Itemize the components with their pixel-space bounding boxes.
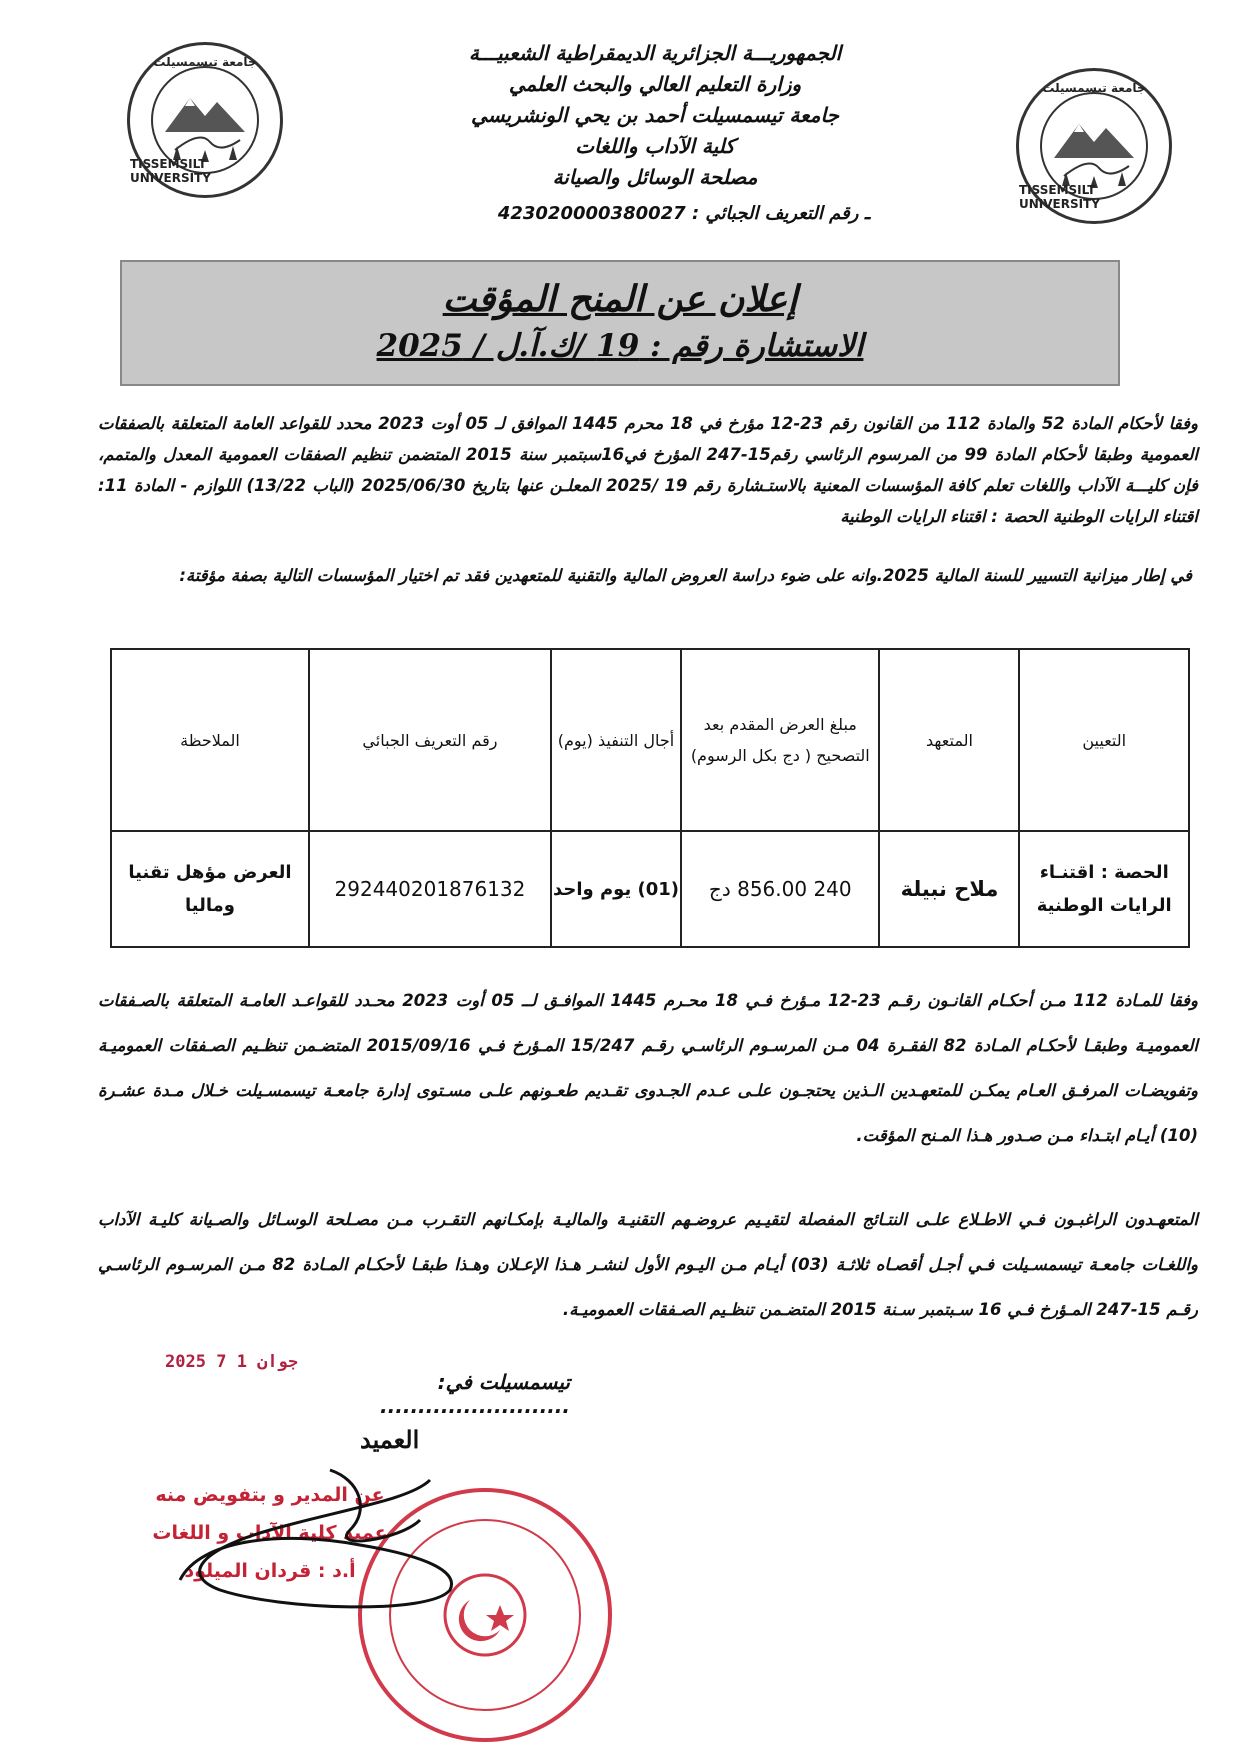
selection-paragraph: في إطار ميزانية التسيير للسنة المالية 2025.وانه على ضوء دراسة العروض المالية والتقنية للمتعهدين فقد تم اختيار المؤسسات التالية بصفة مؤقتة: bbox=[179, 566, 1192, 585]
logo-bottom-text: TISSEMSILT UNIVERSITY bbox=[130, 157, 211, 185]
stamp-dean: عميد كلية الآداب و اللغات bbox=[152, 1522, 388, 1544]
date-stamp: 2025 جوان 1 7 bbox=[165, 1352, 299, 1372]
col-note: الملاحظة bbox=[111, 649, 309, 831]
logo-top-text: جامعة تيسمسيلت bbox=[1042, 81, 1146, 95]
cell-note: العرض مؤهل تقنيا وماليا bbox=[111, 831, 309, 947]
header-service: مصلحة الوسائل والصيانة bbox=[552, 165, 758, 189]
university-logo-right bbox=[1016, 68, 1172, 224]
document-header bbox=[430, 38, 880, 193]
header-faculty: كلية الآداب واللغات bbox=[575, 134, 735, 158]
place-date: تيسمسيلت في: ......................... bbox=[380, 1370, 570, 1418]
announcement-title-box bbox=[120, 260, 1120, 386]
dean-title: العميد bbox=[360, 1425, 420, 1454]
header-university: جامعة تيسمسيلت أحمد بن يحي الونشريسي bbox=[471, 103, 839, 127]
cell-amount: 240 856.00 دج bbox=[681, 831, 879, 947]
consultation-number: الاستشارة رقم : 19 /ك.آ.ل / 2025 bbox=[376, 328, 864, 364]
cell-bidder: ملاح نبيلة bbox=[879, 831, 1019, 947]
header-republic: الجمهوريـــة الجزائرية الديمقراطية الشعبيـــة bbox=[468, 41, 842, 65]
university-logo-left bbox=[127, 42, 283, 198]
col-bidder: المتعهد bbox=[879, 649, 1019, 831]
stamp-name: أ.د : قردان الميلود bbox=[184, 1560, 356, 1582]
header-tax-id: ـ رقم التعريف الجبائي : 423020000380027 bbox=[497, 203, 870, 224]
table-row bbox=[111, 831, 1189, 947]
appeal-paragraph: وفقا للمـادة 112 مـن أحكـام القانـون رقـم 23-12 مـؤرخ فـي 18 محـرم 1445 الموافـق لــ 05 أوت 2023 محـدد للقواعـد العامـة المتعلقة بالصـفقات العموميـة وطبقـا لأحكـام المـادة 82 الفقـرة 04 مـن المرسـوم الرئاسـي رقـم 15/247 المـؤرخ فـي 2015/09/16 المتضـمن تنظـيم الصـفقات العموميـة وتفويضـات المرفـق العـام يمكـن للمتعهـدين الـذين يحتجـون علـى عـدم الجـدوى تقـديم طعـونهم علـى مسـتوى إدارة جامعـة تيسمسـيلت خـلال مـدة عشـرة (10) أيـام ابتـداء مـن صـدور هـذا المـنح المؤقت. bbox=[98, 991, 1199, 1145]
col-tax-id: رقم التعريف الجبائي bbox=[309, 649, 551, 831]
announcement-title: إعلان عن المنح المؤقت bbox=[442, 278, 798, 320]
col-deadline: أجال التنفيذ (يوم) bbox=[551, 649, 681, 831]
award-table bbox=[110, 648, 1190, 948]
header-ministry: وزارة التعليم العالي والبحث العلمي bbox=[508, 72, 802, 96]
col-designation: التعيين bbox=[1019, 649, 1189, 831]
legal-basis-paragraph: وفقا لأحكام المادة 52 والمادة 112 من القانون رقم 23-12 مؤرخ في 18 محرم 1445 الموافق لـ 05 أوت 2023 محدد للقواعد العامة المتعلقة بالصفقات العمومية وطبقا لأحكام المادة 99 من المرسوم الرئاسي رقم15-247 المؤرخ في16سبتمبر سنة 2015 المتضمن تنظيم الصفقات العمومية المعدل والمتمم، فإن كليـــة الآداب واللغات تعلم كافة المؤسسات المعنية بالاستـشارة رقم 19 /2025 المعلـن عنها بتاريخ 2025/06/30 (الباب 13/22) اللوازم - المادة 11: اقتناء الرايات الوطنية الحصة : اقتناء الرايات الوطنية bbox=[98, 414, 1198, 526]
handwritten-signature-icon bbox=[160, 1450, 490, 1620]
stamp-delegation: عن المدير و بتفويض منه bbox=[155, 1484, 385, 1506]
logo-top-text: جامعة تيسمسيلت bbox=[153, 55, 257, 69]
logo-bottom-text: TISSEMSILT UNIVERSITY bbox=[1019, 183, 1100, 211]
col-amount: مبلغ العرض المقدم بعد التصحيح ( دج بكل الرسوم) bbox=[681, 649, 879, 831]
cell-tax-id: 292440201876132 bbox=[309, 831, 551, 947]
table-header-row bbox=[111, 649, 1189, 831]
cell-deadline: (01) يوم واحد bbox=[551, 831, 681, 947]
results-paragraph: المتعهـدون الراغبـون فـي الاطـلاع علـى النتـائج المفصلة لتقيـيم عروضـهم التقنيـة والماليـة بإمكـانهم التقـرب مـن مصـلحة الوسـائل والصـيانة كليـة الآداب واللغـات جامعـة تيسمسـيلت فـي أجـل أقصـاه ثلاثـة (03) أيـام مـن اليـوم الأول لنشـر هـذا الإعـلان وهـذا طبقـا لأحكـام المـادة 82 مـن المرسـوم الرئاسـي رقـم 15-247 المـؤرخ فـي 16 سـبتمبر سـنة 2015 المتضـمن تنظـيم الصـفقات العموميـة. bbox=[98, 1210, 1198, 1319]
cell-designation: الحصة : اقتنـاء الرايات الوطنية bbox=[1019, 831, 1189, 947]
